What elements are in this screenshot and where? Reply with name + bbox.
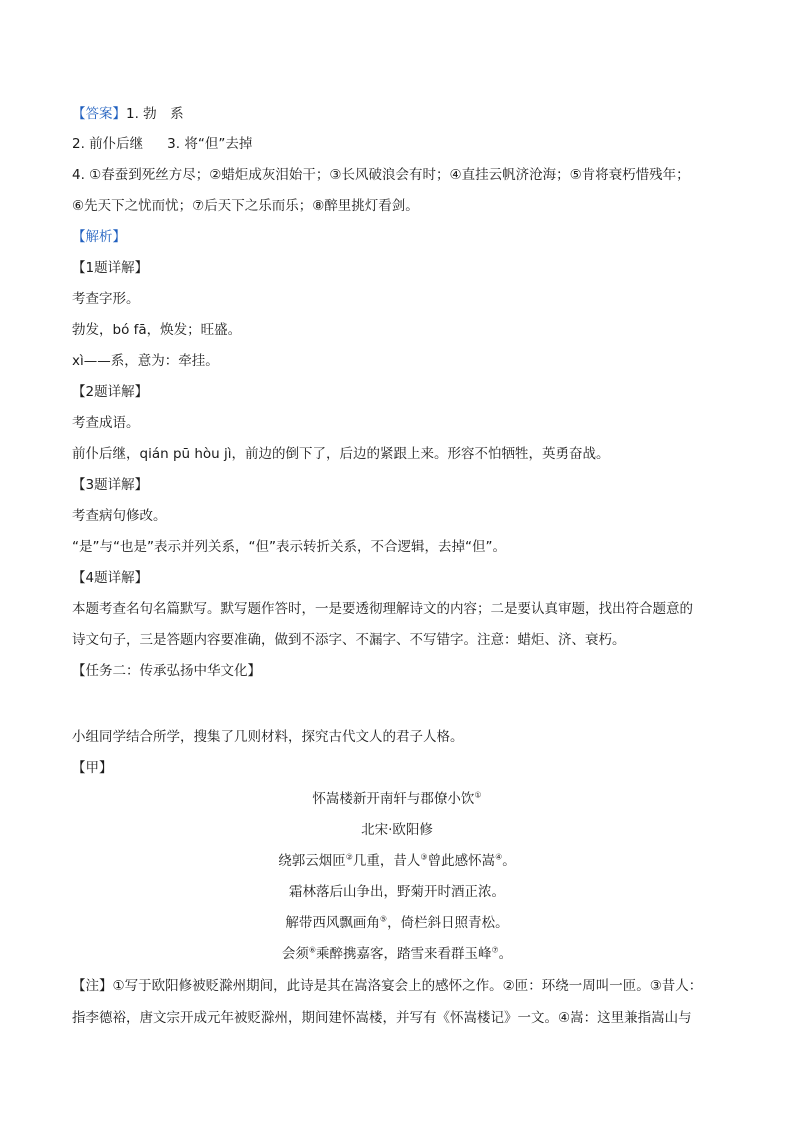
poem-text: 乘醉携嘉客，踏雪来看群玉峰 <box>316 946 492 962</box>
q3-heading: 【3题详解】 <box>72 477 149 493</box>
poem-text: 。 <box>498 946 513 962</box>
poem-line-1 <box>0 851 794 871</box>
poem-line-2: 霜林落后山争出，野菊开时酒正浓。 <box>289 884 505 900</box>
task2-intro: 小组同学结合所学，搜集了几则材料，探究古代文人的君子人格。 <box>72 729 464 745</box>
note-line-2: 指李德裕，唐文宗开成元年被贬滁州，期间建怀嵩楼，并写有《怀嵩楼记》一文。④嵩：这里兼指嵩山与 <box>72 1010 692 1026</box>
q2-line: 前仆后继，qián pū hòu jì，前边的倒下了，后边的紧跟上来。形容不怕牺牲，英勇奋战。 <box>72 446 610 462</box>
q2-line: 考查成语。 <box>72 415 140 431</box>
q1-line: 考查字形。 <box>72 291 140 307</box>
poem-line-3 <box>0 913 794 933</box>
q1-line: 勃发，bó fā，焕发；旺盛。 <box>72 322 242 338</box>
poem-text: ，倚栏斜日照青松。 <box>387 915 509 931</box>
answer-2: 2. 前仆后继 <box>72 136 144 152</box>
q1-line: xì——系，意为：牵挂。 <box>72 353 219 369</box>
task2-heading: 【任务二：传承弘扬中华文化】 <box>72 663 261 679</box>
poem-text: 。 <box>502 853 516 869</box>
answer-line-4: ⑥先天下之忧而忧；⑦后天下之乐而乐；⑧醉里挑灯看剑。 <box>72 198 419 214</box>
poem-title-text: 怀嵩楼新开南轩与郡僚小饮 <box>312 791 475 807</box>
note-text: ①写于欧阳修被贬滁州期间，此诗是其在嵩洛宴会上的感怀之作。②匝：环绕一周叫一匝。③昔人： <box>112 978 703 994</box>
poem-text: 曾此感怀嵩 <box>427 853 496 869</box>
q2-heading: 【2题详解】 <box>72 384 149 400</box>
footnote-marker: ② <box>345 852 353 862</box>
q1-heading: 【1题详解】 <box>72 260 149 276</box>
q4-heading: 【4题详解】 <box>72 570 149 586</box>
q4-line: 本题考查名句名篇默写。默写题作答时，一是要透彻理解诗文的内容；二是要认真审题，找出符合题意的 <box>72 601 693 617</box>
poem-text: 几重，昔人 <box>352 853 421 869</box>
note-line-1 <box>72 976 702 996</box>
q4-line: 诗文句子，三是答题内容要准确，做到不添字、不漏字、不写错字。注意：蜡炬、济、衰朽。 <box>72 632 626 648</box>
answer-3: 3. 将“但”去掉 <box>167 136 253 152</box>
jia-label: 【甲】 <box>72 760 113 776</box>
footnote-marker: ⑥ <box>308 945 316 955</box>
answer-line-2 <box>72 134 252 154</box>
footnote-marker: ① <box>474 790 482 800</box>
poem-text: 解带西风飘画角 <box>285 915 380 931</box>
poem-title <box>0 789 794 809</box>
note-label: 【注】 <box>72 978 113 994</box>
answer-line-3: 4. ①春蚕到死丝方尽；②蜡炬成灰泪始干；③长风破浪会有时；④直挂云帆济沧海；⑤肯将衰朽惜残年； <box>72 167 690 183</box>
q3-line: “是”与“也是”表示并列关系，“但”表示转折关系，不合逻辑，去掉“但”。 <box>72 539 506 555</box>
footnote-marker: ③ <box>420 852 428 862</box>
poem-text: 绕郭云烟匝 <box>278 853 346 869</box>
answer-label: 【答案】 <box>72 106 126 122</box>
footnote-marker: ④ <box>495 852 503 862</box>
analysis-label: 【解析】 <box>72 229 126 245</box>
poem-line-4 <box>0 944 794 964</box>
answer-line-1 <box>72 104 184 124</box>
answer-1: 1. 勃 系 <box>126 106 184 122</box>
poem-text: 会须 <box>281 946 309 962</box>
footnote-marker: ⑤ <box>379 914 388 924</box>
footnote-marker: ⑦ <box>491 945 499 955</box>
poem-author: 北宋·欧阳修 <box>361 822 433 838</box>
q3-line: 考查病句修改。 <box>72 508 167 524</box>
